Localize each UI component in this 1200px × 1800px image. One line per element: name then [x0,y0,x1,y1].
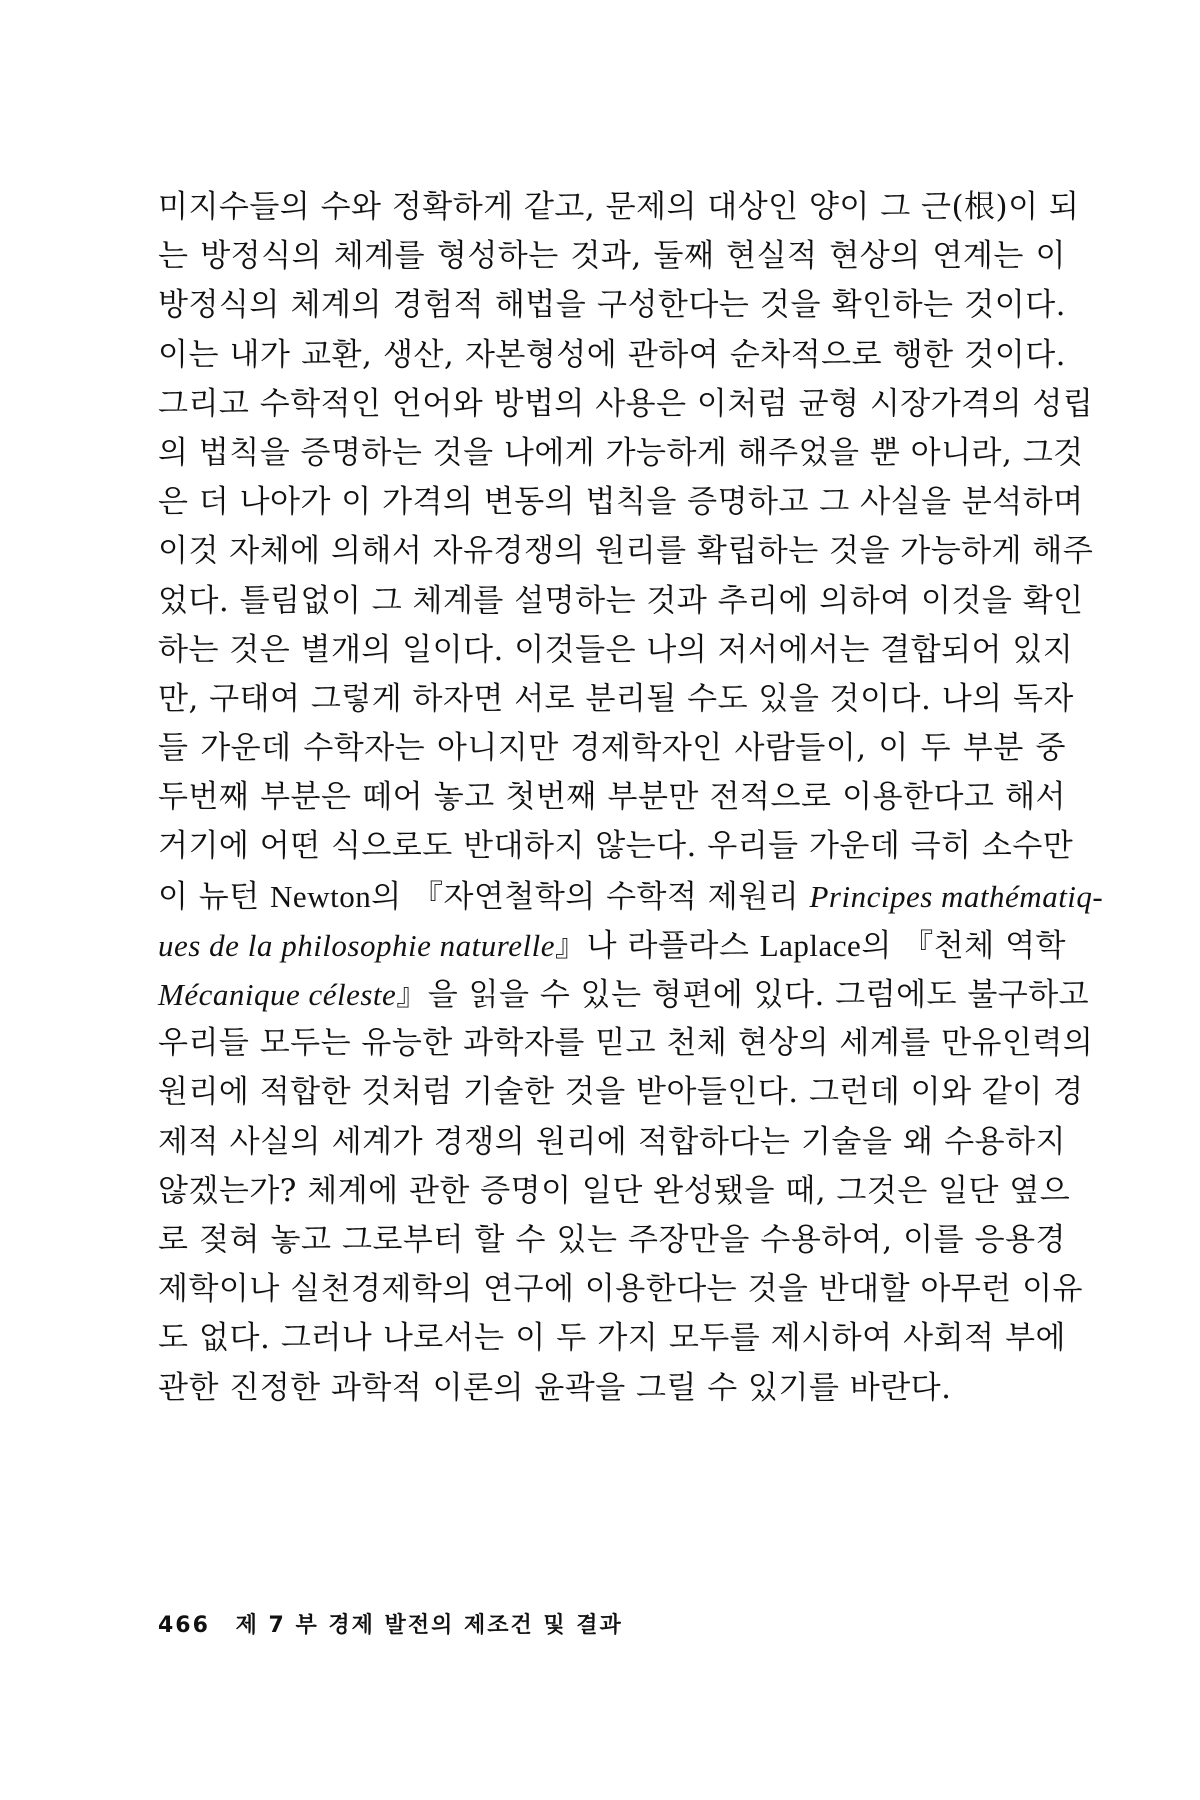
text-line: 만, 구태여 그렇게 하자면 서로 분리될 수도 있을 것이다. 나의 독자 [158,680,1074,717]
latin-name: Laplace [759,927,862,963]
text-segment: 의 『천체 역학 [861,927,1066,964]
text-line: 않겠는가? 체계에 관한 증명이 일단 완성됐을 때, 그것은 일단 옆으 [158,1172,1071,1209]
text-segment: 』나 라플라스 [554,927,760,964]
text-segment: 의 『자연철학의 수학적 제원리 [371,878,810,915]
text-line: 방정식의 체계의 경험적 해법을 구성한다는 것을 확인하는 것이다. [158,287,1066,324]
running-head: 제 7 부 경제 발전의 제조건 및 결과 [235,1613,623,1638]
text-line: 로 젖혀 놓고 그로부터 할 수 있는 주장만을 수용하여, 이를 응용경 [158,1221,1066,1258]
text-segment: 이 뉴턴 [158,878,271,915]
text-line: 는 방정식의 체계를 형성하는 것과, 둘째 현실적 현상의 연계는 이 [158,238,1066,275]
page-footer [158,1608,623,1639]
page-number: 466 [158,1613,210,1638]
text-line: 이는 내가 교환, 생산, 자본형성에 관하여 순차적으로 행한 것이다. [158,336,1066,373]
text-line: 그리고 수학적인 언어와 방법의 사용은 이처럼 균형 시장가격의 성립 [158,385,1094,422]
text-line: 은 더 나아가 이 가격의 변동의 법칙을 증명하고 그 사실을 분석하며 [158,484,1084,521]
italic-title: Principes mathématiq- [809,878,1104,914]
italic-title: ues de la philosophie naturelle [158,927,555,963]
text-line: 미지수들의 수와 정확하게 같고, 문제의 대상인 양이 그 근(根)이 되 [158,189,1080,225]
text-line-mixed [158,921,1066,970]
text-line-mixed [158,872,1104,921]
text-line: 우리들 모두는 유능한 과학자를 믿고 천체 현상의 세계를 만유인력의 [158,1025,1094,1062]
text-line: 들 가운데 수학자는 아니지만 경제학자인 사람들이, 이 두 부분 중 [158,730,1066,767]
text-line: 제적 사실의 세계가 경쟁의 원리에 적합하다는 기술을 왜 수용하지 [158,1123,1066,1160]
body-text [158,183,1104,1413]
text-line: 었다. 틀림없이 그 체계를 설명하는 것과 추리에 의하여 이것을 확인 [158,582,1084,619]
text-segment: 』을 읽을 수 있는 형편에 있다. 그럼에도 불구하고 [396,977,1090,1013]
text-line: 의 법칙을 증명하는 것을 나에게 가능하게 해주었을 뿐 아니라, 그것 [158,434,1084,471]
italic-title: Mécanique céleste [158,977,397,1012]
text-line: 도 없다. 그러나 나로서는 이 두 가지 모두를 제시하여 사회적 부에 [158,1320,1066,1357]
text-line: 거기에 어떤 식으로도 반대하지 않는다. 우리들 가운데 극히 소수만 [158,828,1074,865]
text-line: 이것 자체에 의해서 자유경쟁의 원리를 확립하는 것을 가능하게 해주 [158,533,1094,570]
text-line: 두번째 부분은 떼어 놓고 첫번째 부분만 전적으로 이용한다고 해서 [158,779,1066,816]
text-line: 제학이나 실천경제학의 연구에 이용한다는 것을 반대할 아무런 이유 [158,1271,1083,1308]
text-line-mixed [158,970,1090,1019]
latin-name: Newton [270,878,372,914]
text-line: 원리에 적합한 것처럼 기술한 것을 받아들인다. 그런데 이와 같이 경 [158,1074,1084,1111]
text-line-last: 관한 진정한 과학적 이론의 윤곽을 그릴 수 있기를 바란다. [158,1369,952,1406]
text-line: 하는 것은 별개의 일이다. 이것들은 나의 저서에서는 결합되어 있지 [158,631,1074,668]
